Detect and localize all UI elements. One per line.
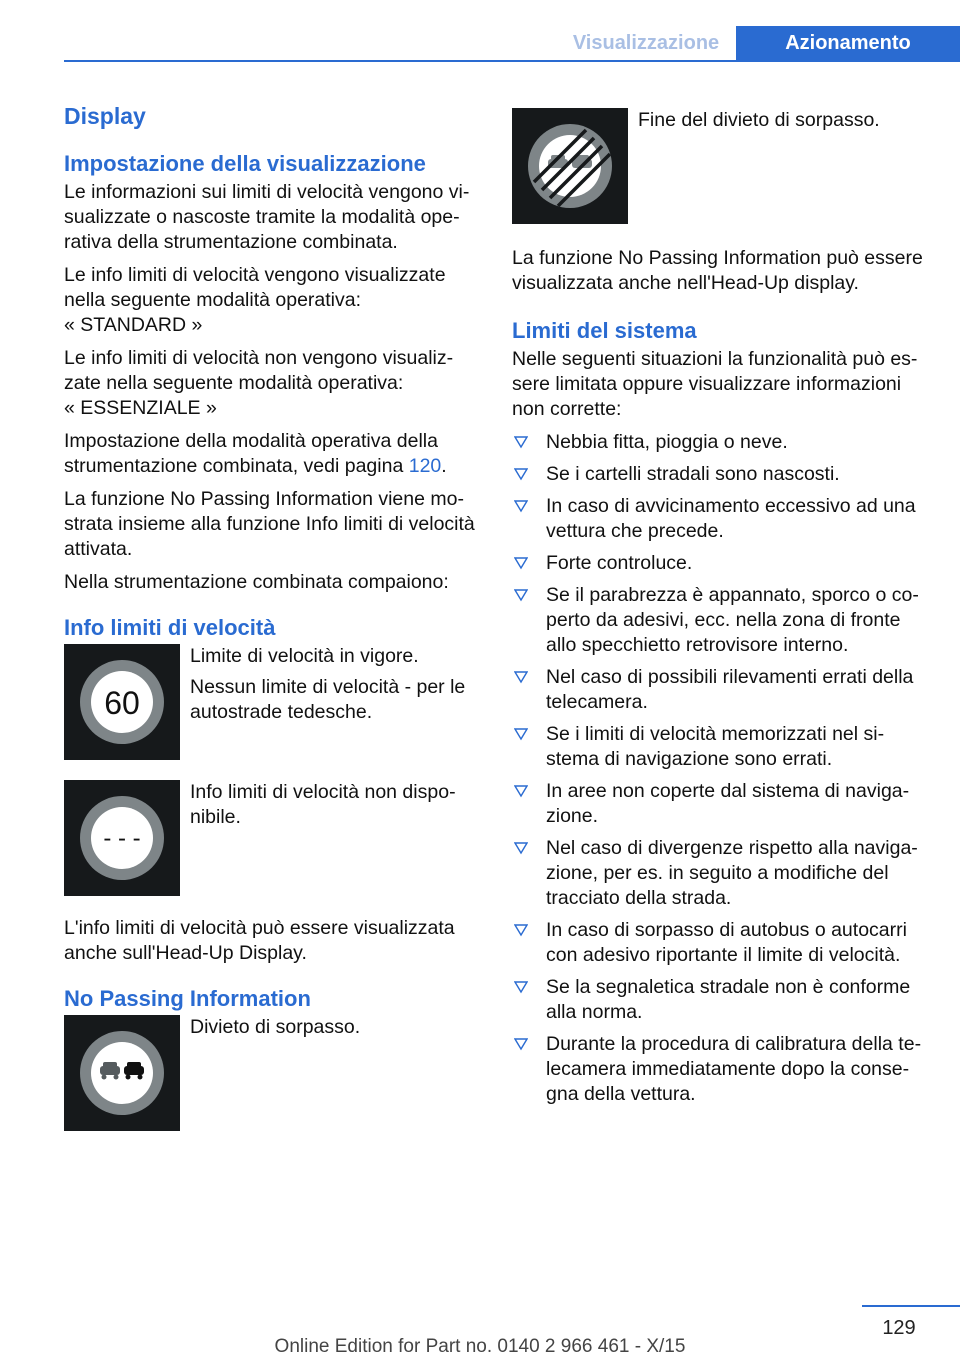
paragraph-text: Le info limiti di velocità vengono visualizzate nella seguente modalità operativa: bbox=[64, 264, 446, 311]
list-item bbox=[512, 462, 928, 487]
triangle-bullet-icon bbox=[514, 556, 528, 570]
paragraph-end: . bbox=[441, 455, 447, 477]
sign-caption: Limite di velocità in vigore. bbox=[190, 645, 419, 667]
right-column bbox=[512, 100, 928, 1114]
speed-limit-unavailable-sign-icon bbox=[64, 780, 180, 896]
list-item-text: Forte controluce. bbox=[546, 552, 693, 574]
triangle-bullet-icon bbox=[514, 784, 528, 798]
speed-limit-value: 60 bbox=[104, 685, 140, 721]
paragraph bbox=[64, 346, 480, 421]
page-number: 129 bbox=[882, 1317, 916, 1339]
edition-footer: Online Edition for Part no. 0140 2 966 461 - X/15 bbox=[274, 1336, 686, 1357]
sign-caption: Divieto di sorpasso. bbox=[190, 1016, 361, 1038]
list-item-text: Se i cartelli stradali sono nascosti. bbox=[546, 463, 840, 485]
speed-limit-60-sign-icon bbox=[64, 644, 180, 760]
triangle-bullet-icon bbox=[514, 923, 528, 937]
sign-row-speed-limit bbox=[64, 644, 480, 760]
triangle-bullet-icon bbox=[514, 588, 528, 602]
list-item-text: Se il parabrezza è appannato, sporco o coperto da adesivi, ecc. nella zona di fronte allo specchietto retrovisore interno. bbox=[546, 584, 919, 656]
list-item bbox=[512, 1032, 928, 1107]
triangle-bullet-icon bbox=[514, 980, 528, 994]
sign-row-no-info bbox=[64, 780, 480, 896]
triangle-bullet-icon bbox=[514, 499, 528, 513]
list-item bbox=[512, 551, 928, 576]
list-item bbox=[512, 583, 928, 658]
triangle-bullet-icon bbox=[514, 1037, 528, 1051]
list-item-text: In caso di sorpasso di autobus o autocarri con adesivo riportante il limite di velocità. bbox=[546, 919, 907, 966]
paragraph: L'info limiti di velocità può essere visualizzata anche sull'Head-Up Display. bbox=[64, 917, 455, 964]
end-no-passing-sign-icon bbox=[512, 108, 628, 224]
mode-standard: « STANDARD » bbox=[64, 314, 203, 336]
sign-row-no-passing bbox=[64, 1015, 480, 1131]
heading-impostazione: Impostazione della visualizzazione bbox=[64, 151, 426, 176]
paragraph-text: Le info limiti di velocità non vengono visualizzate nella seguente modalità operativa: bbox=[64, 347, 454, 394]
sign-caption: Info limiti di velocità non disponibile. bbox=[190, 781, 456, 828]
triangle-bullet-icon bbox=[514, 435, 528, 449]
sign-caption: Fine del divieto di sorpasso. bbox=[638, 109, 880, 131]
paragraph: La funzione No Passing Information viene mostrata insieme alla funzione Info limiti di velocità attivata. bbox=[64, 488, 475, 560]
list-item bbox=[512, 494, 928, 544]
list-item bbox=[512, 918, 928, 968]
list-item bbox=[512, 430, 928, 455]
footer-rule bbox=[862, 1305, 960, 1307]
list-item-text: Se la segnaletica stradale non è conforme alla norma. bbox=[546, 976, 911, 1023]
page-title: Display bbox=[64, 103, 146, 129]
paragraph: Le informazioni sui limiti di velocità vengono visualizzate o nascoste tramite la modalità operativa della strumentazione combinata. bbox=[64, 181, 470, 253]
header-tab-azionamento[interactable]: Azionamento bbox=[736, 26, 960, 62]
list-item-text: Nel caso di divergenze rispetto alla navigazione, per es. in seguito a modifiche del tracciato della strada. bbox=[546, 837, 918, 909]
list-item-text: Nel caso di possibili rilevamenti errati della telecamera. bbox=[546, 666, 914, 713]
sign-caption: Nessun limite di velocità - per le autostrade tedesche. bbox=[190, 676, 466, 723]
triangle-bullet-icon bbox=[514, 727, 528, 741]
header-rule bbox=[64, 60, 960, 62]
list-item-text: In caso di avvicinamento eccessivo ad una vettura che precede. bbox=[546, 495, 916, 542]
page-link-120[interactable]: 120 bbox=[408, 455, 442, 477]
paragraph: La funzione No Passing Information può essere visualizzata anche nell'Head-Up display. bbox=[512, 247, 923, 294]
list-item bbox=[512, 975, 928, 1025]
left-column bbox=[64, 100, 480, 1151]
list-item-text: Nebbia fitta, pioggia o neve. bbox=[546, 431, 788, 453]
list-item-text: Se i limiti di velocità memorizzati nel sistema di navigazione sono errati. bbox=[546, 723, 885, 770]
triangle-bullet-icon bbox=[514, 670, 528, 684]
paragraph bbox=[64, 429, 480, 479]
heading-limiti-sistema: Limiti del sistema bbox=[512, 318, 697, 343]
triangle-bullet-icon bbox=[514, 841, 528, 855]
paragraph: Nella strumentazione combinata compaiono: bbox=[64, 571, 449, 593]
unavailable-value: - - - bbox=[103, 825, 141, 852]
list-item bbox=[512, 665, 928, 715]
list-item bbox=[512, 779, 928, 829]
paragraph: Nelle seguenti situazioni la funzionalità può essere limitata oppure visualizzare informazioni non corrette: bbox=[512, 348, 918, 420]
limitations-list bbox=[512, 430, 928, 1107]
list-item bbox=[512, 836, 928, 911]
mode-essenziale: « ESSENZIALE » bbox=[64, 397, 217, 419]
heading-info-limiti: Info limiti di velocità bbox=[64, 615, 276, 640]
header-tab-visualizzazione[interactable]: Visualizzazione bbox=[572, 32, 720, 54]
list-item-text: Durante la procedura di calibratura della telecamera immediatamente dopo la consegna della vettura. bbox=[546, 1033, 922, 1105]
no-passing-sign-icon bbox=[64, 1015, 180, 1131]
heading-no-passing: No Passing Information bbox=[64, 986, 311, 1011]
paragraph bbox=[64, 263, 480, 338]
triangle-bullet-icon bbox=[514, 467, 528, 481]
list-item-text: In aree non coperte dal sistema di navigazione. bbox=[546, 780, 910, 827]
page-header bbox=[0, 0, 960, 62]
paragraph-text: Impostazione della modalità operativa della strumentazione combinata, vedi pagina bbox=[64, 430, 438, 477]
sign-row-end-no-passing bbox=[512, 108, 928, 224]
list-item bbox=[512, 722, 928, 772]
